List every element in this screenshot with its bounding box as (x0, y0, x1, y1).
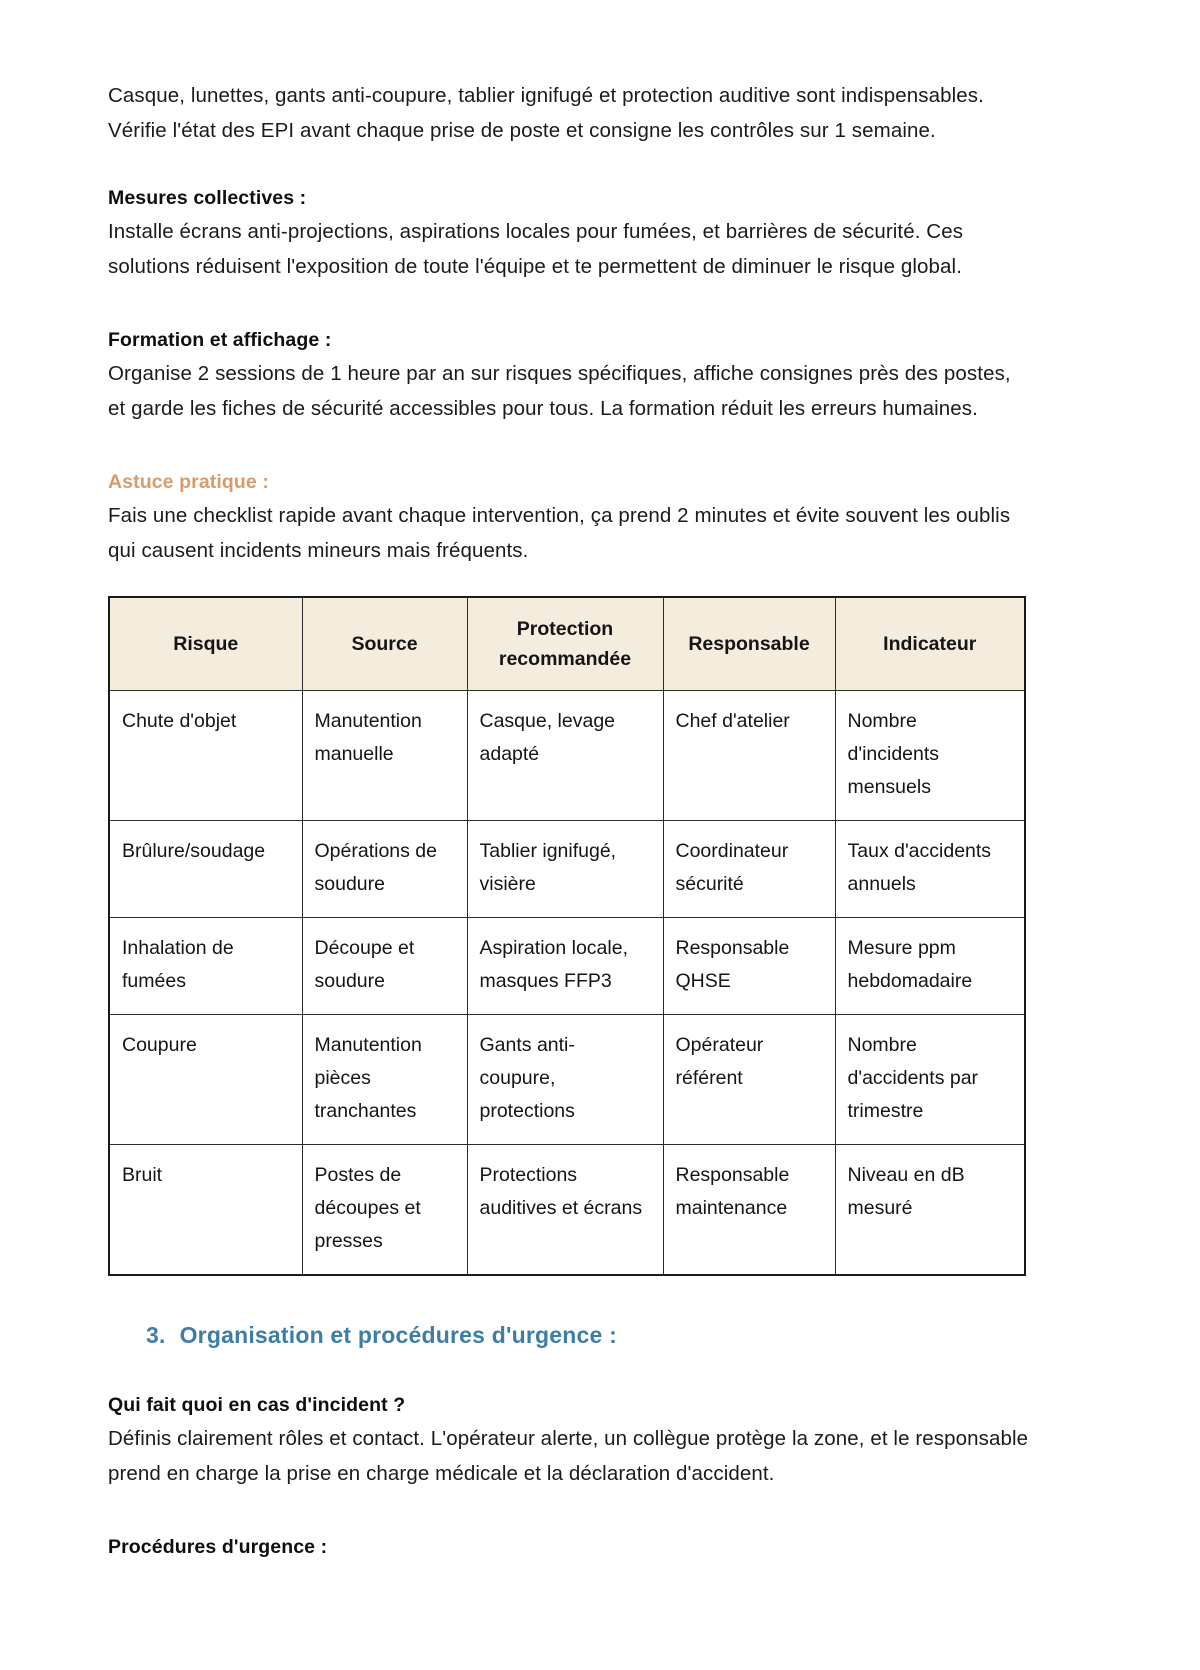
subheading-formation-affichage: Formation et affichage : (108, 329, 332, 351)
section-formation-affichage (108, 324, 1030, 426)
body-mesures-collectives: Installe écrans anti-projections, aspirations locales pour fumées, et barrières de sécurité. Ces solutions réduisent l'exposition de toute l'équipe et te permettent de diminuer le risque global. (108, 220, 964, 278)
intro-paragraph: Casque, lunettes, gants anti-coupure, tablier ignifugé et protection auditive sont indispensables. Vérifie l'état des EPI avant chaque prise de poste et consigne les contrôles sur 1 semaine. (108, 84, 984, 142)
subheading-procedures-urgence: Procédures d'urgence : (108, 1536, 328, 1558)
table-header-row (109, 597, 1025, 691)
cell-protection: Gants anti-coupure, protections (467, 1015, 663, 1145)
cell-risque: Inhalation de fumées (109, 918, 302, 1015)
table-header (109, 597, 1025, 691)
cell-risque: Bruit (109, 1145, 302, 1276)
cell-responsable: Responsable QHSE (663, 918, 835, 1015)
cell-indicateur: Niveau en dB mesuré (835, 1145, 1025, 1276)
cell-source: Manutention manuelle (302, 691, 467, 821)
spacer (108, 452, 1030, 466)
table-row (109, 821, 1025, 918)
spacer (108, 310, 1030, 324)
cell-risque: Coupure (109, 1015, 302, 1145)
column-header-indicateur: Indicateur (835, 597, 1025, 691)
body-astuce-pratique: Fais une checklist rapide avant chaque intervention, ça prend 2 minutes et évite souvent les oublis qui causent incidents mineurs mais fréquents. (108, 504, 1011, 562)
subheading-astuce-pratique: Astuce pratique : (108, 471, 269, 493)
table-body (109, 691, 1025, 1276)
section-procedures-urgence (108, 1531, 1030, 1563)
cell-source: Opérations de soudure (302, 821, 467, 918)
section-heading-organisation (146, 1322, 1030, 1349)
cell-protection: Tablier ignifugé, visière (467, 821, 663, 918)
table-row (109, 918, 1025, 1015)
body-qui-fait-quoi: Définis clairement rôles et contact. L'opérateur alerte, un collègue protège la zone, et le responsable prend en charge la prise en charge médicale et la déclaration d'accident. (108, 1427, 1029, 1485)
cell-indicateur: Taux d'accidents annuels (835, 821, 1025, 918)
spacer (108, 174, 1030, 182)
section-astuce-pratique (108, 466, 1030, 568)
column-header-risque: Risque (109, 597, 302, 691)
cell-protection: Casque, levage adapté (467, 691, 663, 821)
cell-indicateur: Nombre d'incidents mensuels (835, 691, 1025, 821)
cell-protection: Aspiration locale, masques FFP3 (467, 918, 663, 1015)
cell-source: Découpe et soudure (302, 918, 467, 1015)
column-header-source: Source (302, 597, 467, 691)
section-number: 3. (146, 1322, 166, 1348)
subheading-qui-fait-quoi: Qui fait quoi en cas d'incident ? (108, 1394, 406, 1416)
body-formation-affichage: Organise 2 sessions de 1 heure par an sur risques spécifiques, affiche consignes près des postes, et garde les fiches de sécurité accessibles pour tous. La formation réduit les erreurs humaines. (108, 362, 1011, 420)
section-mesures-collectives (108, 182, 1030, 284)
cell-indicateur: Nombre d'accidents par trimestre (835, 1015, 1025, 1145)
subheading-mesures-collectives: Mesures collectives : (108, 187, 307, 209)
risk-table (108, 596, 1026, 1276)
cell-responsable: Chef d'atelier (663, 691, 835, 821)
cell-responsable: Opérateur référent (663, 1015, 835, 1145)
cell-risque: Brûlure/soudage (109, 821, 302, 918)
spacer (108, 1517, 1030, 1531)
cell-protection: Protections auditives et écrans (467, 1145, 663, 1276)
column-header-protection: Protection recommandée (467, 597, 663, 691)
cell-responsable: Coordinateur sécurité (663, 821, 835, 918)
table-row (109, 691, 1025, 821)
cell-risque: Chute d'objet (109, 691, 302, 821)
table-row (109, 1145, 1025, 1276)
cell-source: Postes de découpes et presses (302, 1145, 467, 1276)
section-title: Organisation et procédures d'urgence : (179, 1322, 617, 1348)
cell-source: Manutention pièces tranchantes (302, 1015, 467, 1145)
table-row (109, 1015, 1025, 1145)
column-header-responsable: Responsable (663, 597, 835, 691)
section-qui-fait-quoi (108, 1389, 1030, 1491)
cell-indicateur: Mesure ppm hebdomadaire (835, 918, 1025, 1015)
cell-responsable: Responsable maintenance (663, 1145, 835, 1276)
